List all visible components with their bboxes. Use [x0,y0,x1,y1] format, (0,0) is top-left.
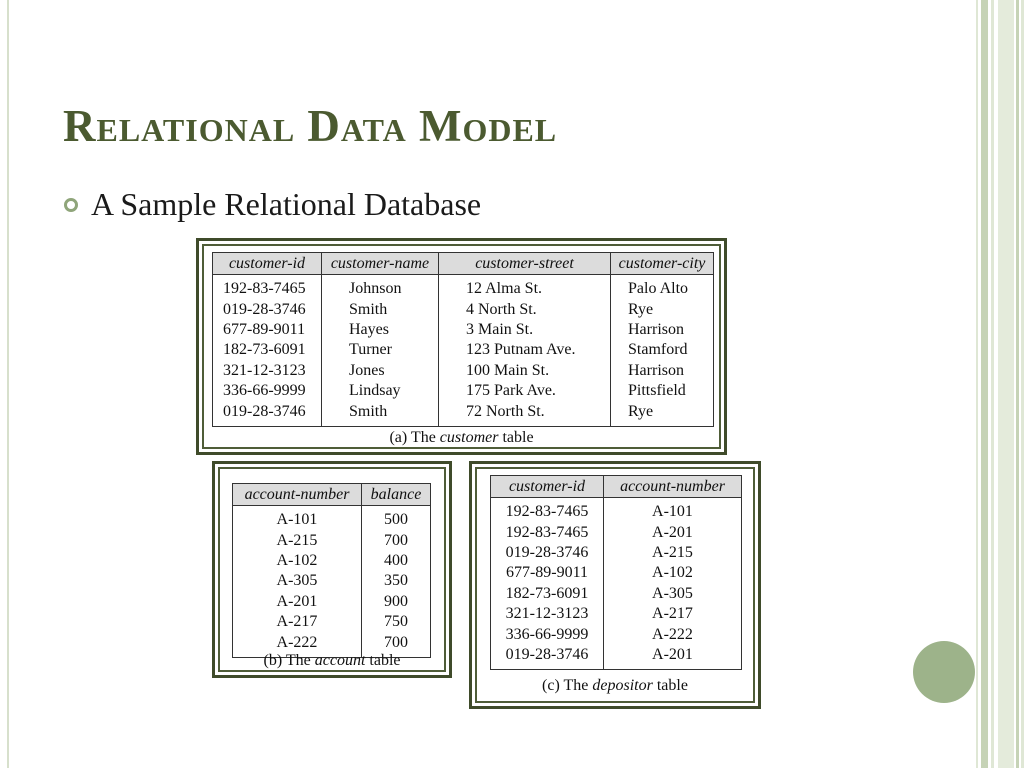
table-cell: A-201 [233,592,362,612]
table-cell: 100 Main St. [439,361,611,381]
table-cell: 677-89-9011 [213,320,322,340]
table-row [491,604,742,624]
column-header: customer-street [439,253,611,275]
table-cell: Hayes [322,320,439,340]
table-cell: 12 Alma St. [439,279,611,299]
table-cell: 350 [362,571,431,591]
table-cell: 72 North St. [439,401,611,421]
table-row [491,522,742,542]
slide-title: Relational Data Model [63,101,558,151]
table-cell: 182-73-6091 [213,340,322,360]
table-cell: Rye [611,401,714,421]
table-cell: 400 [362,551,431,571]
table-cell: Turner [322,340,439,360]
table-cell: 123 Putnam Ave. [439,340,611,360]
table-cell: 321-12-3123 [213,361,322,381]
depositor-table [490,475,742,670]
table-cell: 175 Park Ave. [439,381,611,401]
table-cell: Johnson [322,279,439,299]
table-row [213,381,714,401]
table-cell: 500 [362,510,431,530]
table-cell: A-305 [604,584,742,604]
right-decorative-stripes [976,0,1024,768]
table-cell: 677-89-9011 [491,563,604,583]
table-cell: 750 [362,612,431,632]
table-cell: A-222 [233,632,362,652]
table-cell: 019-28-3746 [213,401,322,421]
table-row [213,361,714,381]
table-cell: A-102 [604,563,742,583]
table-row [233,551,431,571]
table-cell: Rye [611,299,714,319]
account-table-figure [212,461,452,678]
table-row [233,510,431,530]
table-cell: A-201 [604,522,742,542]
table-cell: 3 Main St. [439,320,611,340]
table-row [491,584,742,604]
column-header: customer-id [491,476,604,498]
table-row [233,592,431,612]
table-cell: A-101 [233,510,362,530]
table-cell: 321-12-3123 [491,604,604,624]
customer-table-caption: (a) The customer table [389,429,534,446]
table-cell: A-215 [233,530,362,550]
table-cell: Jones [322,361,439,381]
table-cell: Smith [322,299,439,319]
column-header: account-number [233,484,362,506]
table-row [491,502,742,522]
table-row [213,299,714,319]
table-cell: Harrison [611,320,714,340]
table-cell: A-101 [604,502,742,522]
table-row [491,543,742,563]
table-cell: Pittsfield [611,381,714,401]
table-cell: Smith [322,401,439,421]
table-cell: 019-28-3746 [491,543,604,563]
table-cell: A-217 [233,612,362,632]
table-row [213,320,714,340]
depositor-table-caption: (c) The depositor table [542,677,688,694]
table-cell: A-217 [604,604,742,624]
bullet-ring-icon [64,198,78,212]
account-table-caption: (b) The account table [263,652,401,669]
table-cell: Stamford [611,340,714,360]
customer-table [212,252,714,427]
customer-table-figure [196,238,727,455]
bullet-item [64,186,481,223]
table-row [491,563,742,583]
column-header: account-number [604,476,742,498]
table-row [491,624,742,644]
table-row [491,645,742,665]
table-cell: Harrison [611,361,714,381]
table-cell: 019-28-3746 [491,645,604,665]
table-row [213,401,714,421]
table-cell: 019-28-3746 [213,299,322,319]
table-cell: Palo Alto [611,279,714,299]
table-cell: A-201 [604,645,742,665]
table-cell: 192-83-7465 [491,502,604,522]
table-row [233,530,431,550]
table-row [233,612,431,632]
table-cell: 336-66-9999 [491,624,604,644]
decorative-circle [913,641,975,703]
column-header: customer-name [322,253,439,275]
table-cell: Lindsay [322,381,439,401]
table-row [213,340,714,360]
left-border-rule [7,0,9,768]
table-cell: A-215 [604,543,742,563]
table-row [213,279,714,299]
table-cell: 4 North St. [439,299,611,319]
table-cell: 336-66-9999 [213,381,322,401]
table-cell: A-222 [604,624,742,644]
depositor-table-figure [469,461,761,709]
account-table [232,483,431,658]
table-cell: 700 [362,530,431,550]
bullet-text: A Sample Relational Database [91,186,482,222]
table-row [233,632,431,652]
table-cell: 900 [362,592,431,612]
column-header: customer-city [611,253,714,275]
table-cell: A-305 [233,571,362,591]
table-cell: 182-73-6091 [491,584,604,604]
table-cell: 192-83-7465 [213,279,322,299]
table-cell: A-102 [233,551,362,571]
column-header: customer-id [213,253,322,275]
table-row [233,571,431,591]
table-cell: 700 [362,632,431,652]
column-header: balance [362,484,431,506]
table-cell: 192-83-7465 [491,522,604,542]
